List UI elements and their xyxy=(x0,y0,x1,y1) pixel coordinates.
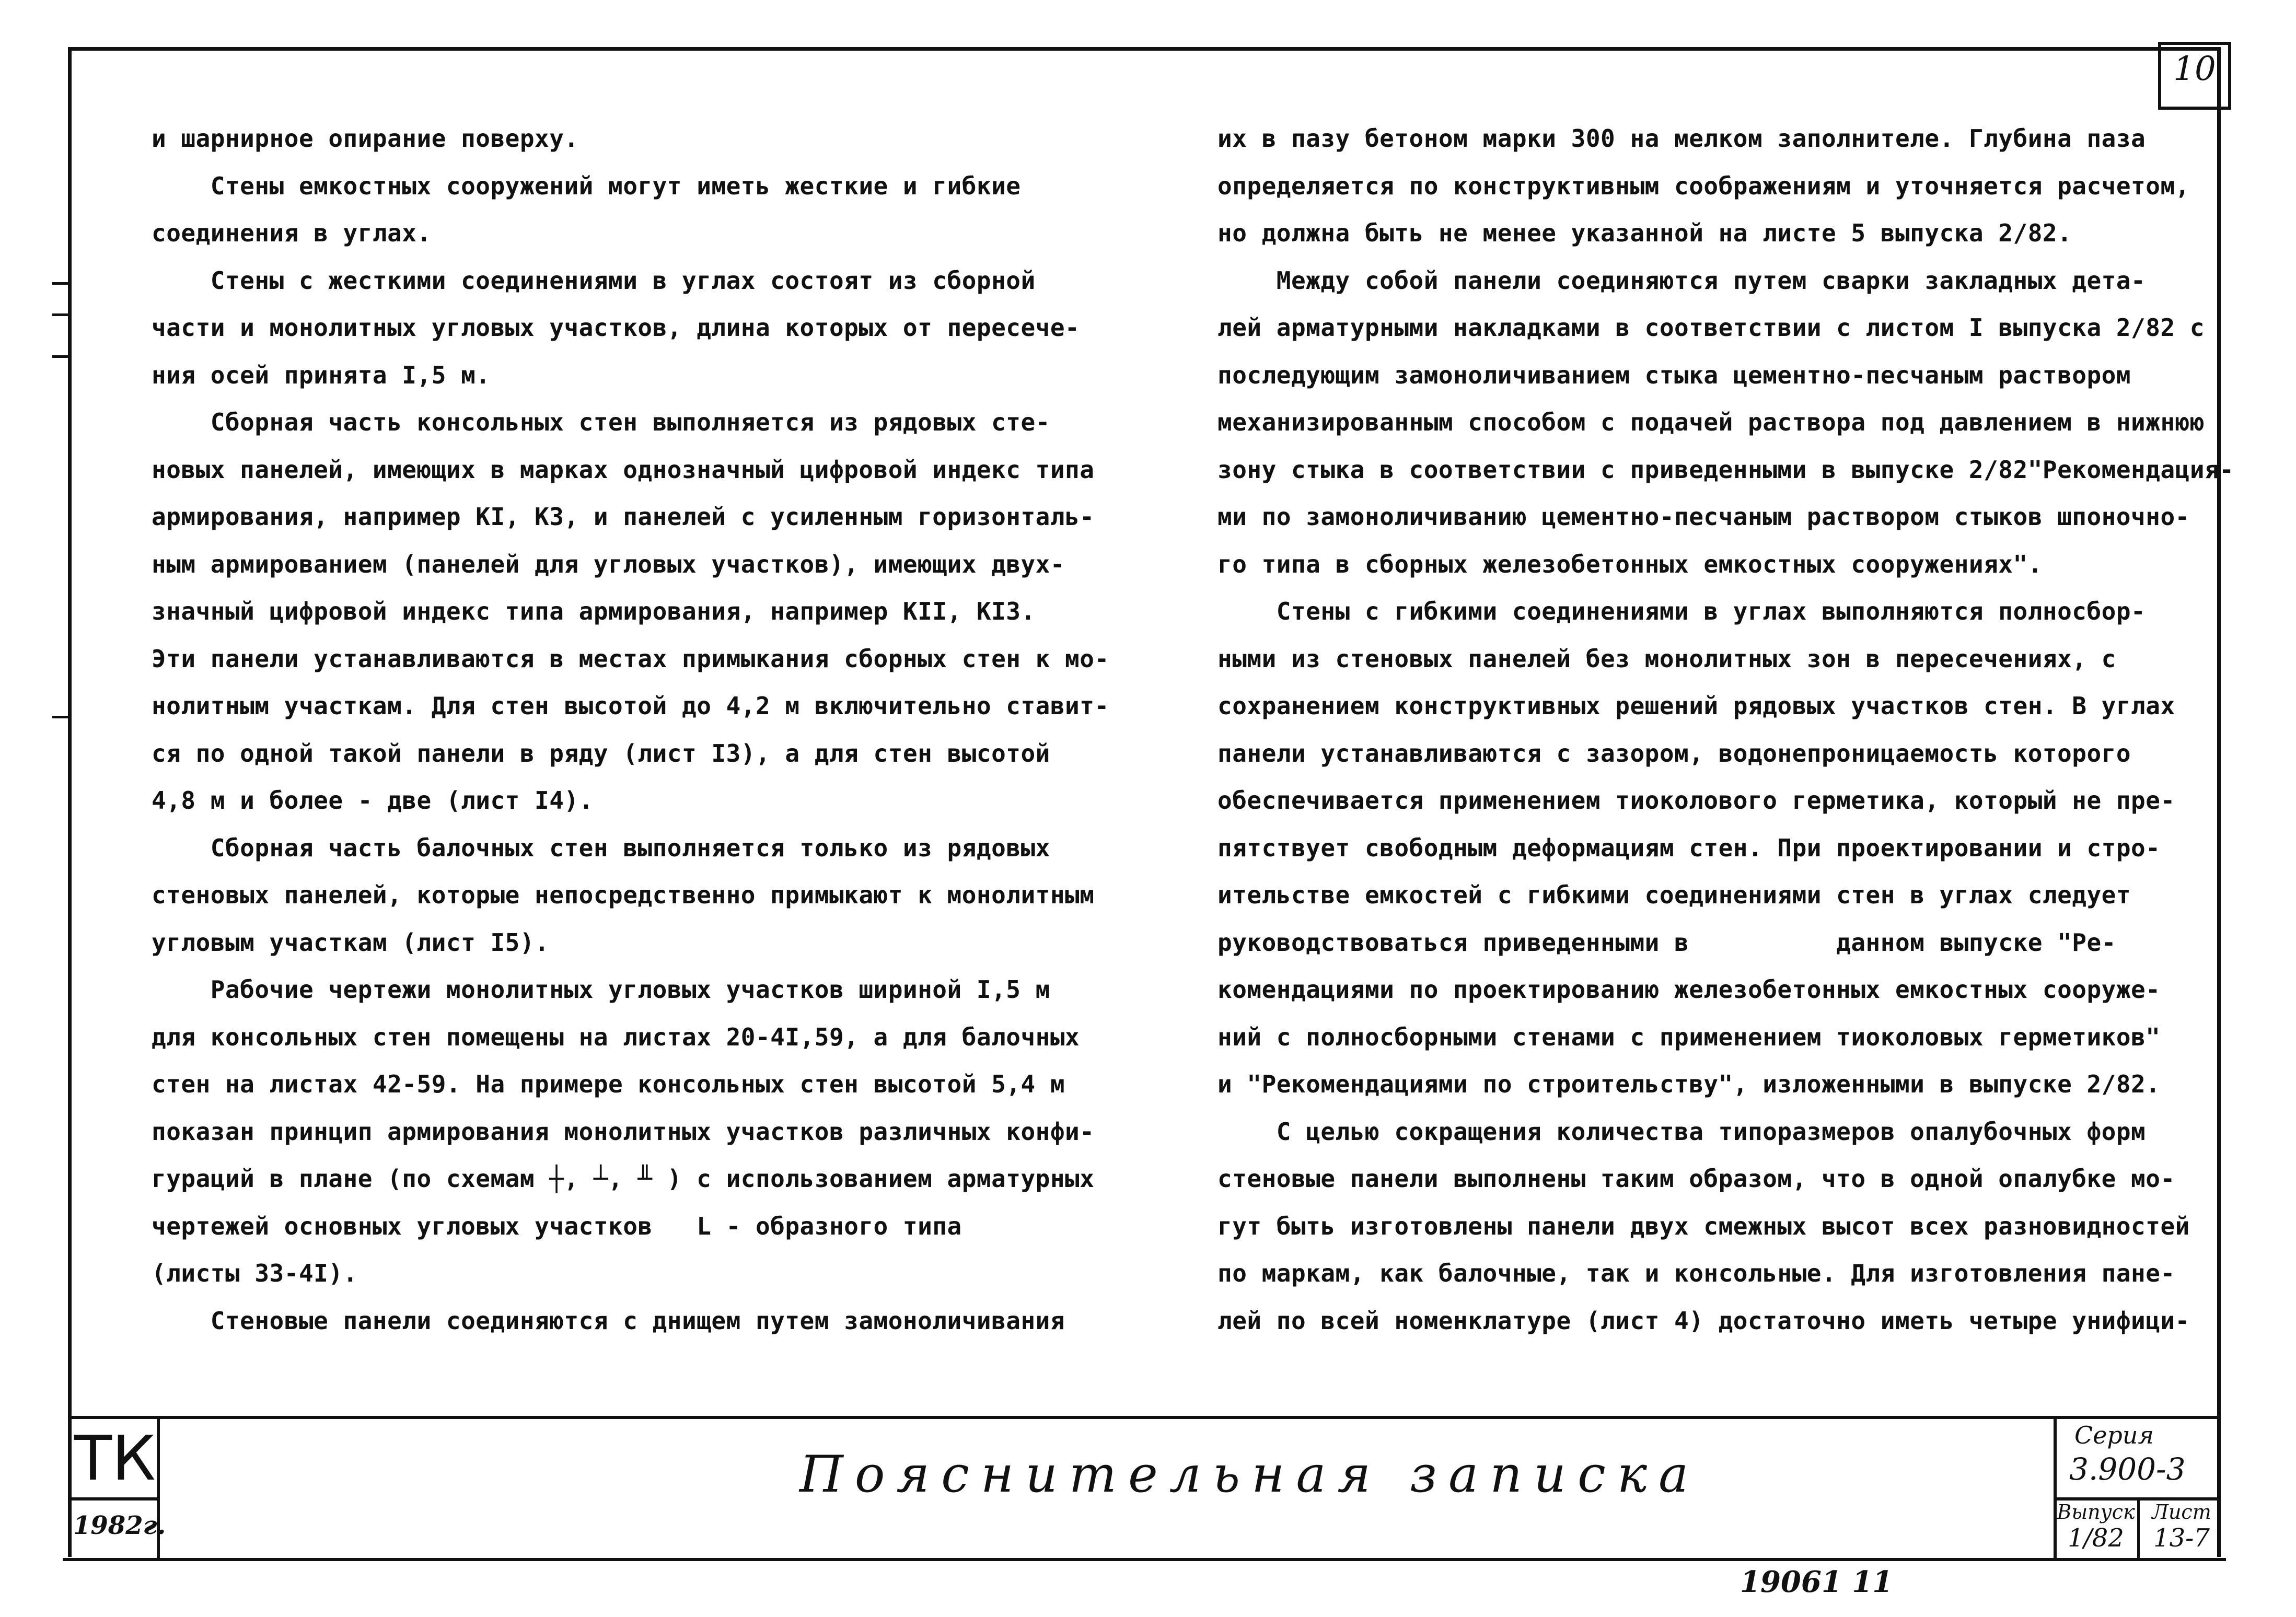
text-line: но должна быть не менее указанной на листе 5 выпуска 2/82. xyxy=(1217,219,2072,247)
text-line: показан принцип армирования монолитных участков различных конфи- xyxy=(152,1117,1095,1146)
text-line: го типа в сборных железобетонных емкостных сооружениях". xyxy=(1217,550,2043,578)
title-block xyxy=(68,1419,2221,1558)
text-line: лей арматурными накладками в соответствии с листом I выпуска 2/82 с xyxy=(1217,313,2205,342)
text-line: чертежей основных угловых участков L - образного типа xyxy=(152,1212,962,1240)
text-line: по маркам, как балочные, так и консольные. Для изготовления пане- xyxy=(1217,1259,2175,1287)
text-line: Сборная часть балочных стен выполняется только из рядовых xyxy=(152,833,1050,862)
text-line: Между собой панели соединяются путем сварки закладных дета- xyxy=(1217,266,2146,295)
text-line: 4,8 м и более - две (лист I4). xyxy=(152,786,594,815)
text-line: гураций в плане (по схемам ┼, ┴, ╨ ) с использованием арматурных xyxy=(152,1165,1095,1193)
document-title: Пояснительная записка xyxy=(799,1445,1700,1504)
series-value: 3.900-3 xyxy=(2069,1451,2186,1487)
text-column-right xyxy=(1217,115,2234,1344)
text-line: угловым участкам (лист I5). xyxy=(152,928,550,957)
text-line: последующим замоноличиванием стыка цементно-песчаным раствором xyxy=(1217,360,2131,389)
text-line: ными из стеновых панелей без монолитных зон в пересечениях, с xyxy=(1217,644,2116,673)
sheet-label: Лист xyxy=(2152,1500,2211,1523)
text-line: комендациями по проектированию железобетонных емкостных сооруже- xyxy=(1217,975,2161,1004)
text-line: новых панелей, имеющих в марках однозначный цифровой индекс типа xyxy=(152,455,1095,484)
text-line: значный цифровой индекс типа армирования, например КII, КI3. xyxy=(152,597,1036,625)
text-line: Стены емкостных сооружений могут иметь жесткие и гибкие xyxy=(152,171,1021,200)
text-line: определяется по конструктивным соображениям и уточняется расчетом, xyxy=(1217,171,2190,200)
text-line: для консольных стен помещены на листах 20-4I,59, а для балочных xyxy=(152,1022,1080,1051)
text-line: Сборная часть консольных стен выполняется из рядовых сте- xyxy=(152,408,1050,436)
text-line: гут быть изготовлены панели двух смежных высот всех разновидностей xyxy=(1217,1212,2190,1240)
issue-label: Выпуск xyxy=(2057,1500,2135,1523)
text-line: С целью сокращения количества типоразмеров опалубочных форм xyxy=(1217,1117,2146,1146)
frame-bottom-line xyxy=(63,1558,2226,1561)
title-block-divider xyxy=(2137,1497,2140,1558)
text-line: Рабочие чертежи монолитных угловых участков шириной I,5 м xyxy=(152,975,1050,1004)
text-line: армирования, например КI, К3, и панелей с усиленным горизонталь- xyxy=(152,503,1095,531)
text-line: лей по всей номенклатуре (лист 4) достаточно иметь четыре унифици- xyxy=(1217,1306,2190,1335)
text-line: механизированным способом с подачей раствора под давлением в нижнюю xyxy=(1217,408,2205,436)
text-line: Стены с гибкими соединениями в углах выполняются полносбор- xyxy=(1217,597,2146,625)
text-line: ми по замоноличиванию цементно-песчаным раствором стыков шпоночно- xyxy=(1217,503,2190,531)
text-column-left xyxy=(152,115,1118,1344)
text-line: ния осей принята I,5 м. xyxy=(152,360,491,389)
margin-tick xyxy=(52,313,68,316)
issue-value: 1/82 xyxy=(2068,1523,2124,1553)
margin-tick xyxy=(52,282,68,285)
archive-number: 19061 11 xyxy=(1740,1565,1893,1599)
text-line: соединения в углах. xyxy=(152,219,432,247)
text-line: нолитным участкам. Для стен высотой до 4,2 м включительно ставит- xyxy=(152,692,1109,720)
text-line: пятствует свободным деформациям стен. При проектировании и стро- xyxy=(1217,833,2161,862)
text-line: ным армированием (панелей для угловых участков), имеющих двух- xyxy=(152,550,1065,578)
text-line: стен на листах 42-59. На примере консольных стен высотой 5,4 м xyxy=(152,1070,1065,1098)
text-line: их в пазу бетоном марки 300 на мелком заполнителе. Глубина паза xyxy=(1217,124,2146,153)
text-line: ительстве емкостей с гибкими соединениями стен в углах следует xyxy=(1217,881,2131,909)
text-line: и шарнирное опирание поверху. xyxy=(152,124,579,153)
text-line: Стеновые панели соединяются с днищем путем замоноличивания xyxy=(152,1306,1065,1335)
text-line: зону стыка в соответствии с приведенными в выпуске 2/82"Рекомендация- xyxy=(1217,455,2234,484)
text-line: ний с полносборными стенами с применением тиоколовых герметиков" xyxy=(1217,1022,2161,1051)
text-line: панели устанавливаются с зазором, водонепроницаемость которого xyxy=(1217,739,2131,767)
text-line: обеспечивается применением тиоколового герметика, который не пре- xyxy=(1217,786,2175,815)
text-line: сохранением конструктивных решений рядовых участков стен. В углах xyxy=(1217,692,2175,720)
sheet-value: 13-7 xyxy=(2153,1523,2210,1553)
text-line: Стены с жесткими соединениями в углах состоят из сборной xyxy=(152,266,1036,295)
margin-tick xyxy=(52,716,68,718)
organization-code: ТК xyxy=(74,1422,156,1494)
title-block-divider xyxy=(68,1497,157,1500)
text-line: ся по одной такой панели в ряду (лист I3), а для стен высотой xyxy=(152,739,1050,767)
text-line: стеновых панелей, которые непосредственно примыкают к монолитным xyxy=(152,881,1095,909)
text-line: Эти панели устанавливаются в местах примыкания сборных стен к мо- xyxy=(152,644,1109,673)
year: 1982г. xyxy=(73,1511,166,1540)
page-number: 10 xyxy=(2173,50,2216,88)
text-line: (листы 33-4I). xyxy=(152,1259,358,1287)
series-label: Серия xyxy=(2074,1421,2154,1449)
text-line: стеновые панели выполнены таким образом, что в одной опалубке мо- xyxy=(1217,1165,2175,1193)
text-line: части и монолитных угловых участков, длина которых от пересече- xyxy=(152,313,1080,342)
text-line: и "Рекомендациями по строительству", изложенными в выпуске 2/82. xyxy=(1217,1070,2161,1098)
margin-tick xyxy=(52,355,68,358)
text-line: руководствоваться приведенными в данном выпуске "Ре- xyxy=(1217,928,2116,957)
